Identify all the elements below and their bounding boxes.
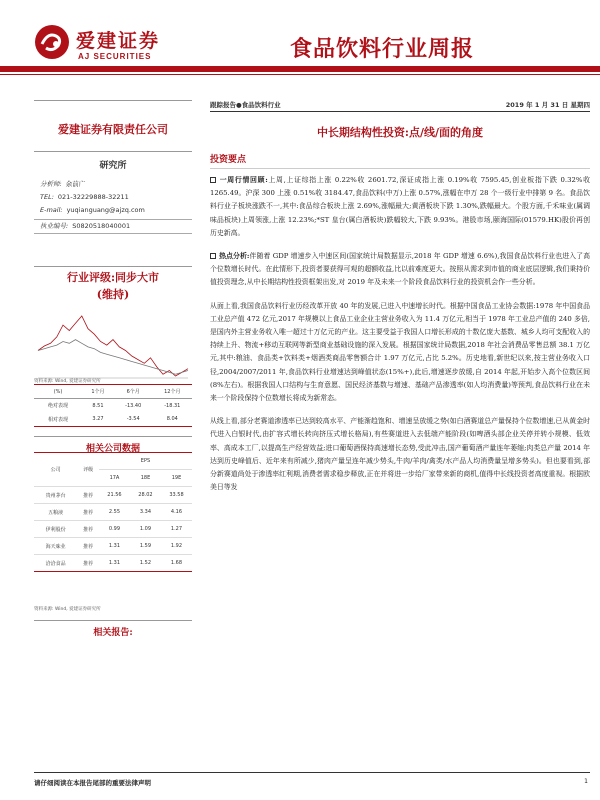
company-name: 爱建证券有限责任公司 (34, 100, 192, 152)
paragraph: 从线上看,部分老赛道渗透率已达到较高水平、产能渐趋饱和、增速呈放缓之势(如白酒赛道总产量保持个位数增速,已从黄金时代进入白银时代,由扩容式增长转向挤压式增长格局),有些赛道进入去低端产能阶段(如啤酒头部企业关停并转小规模、低效率、高成本工厂,以提高生产经营效益;进口葡萄酒保持高速增长态势,受此冲击,国产葡萄酒产量连年萎缩;肉类总产量 2014 年达到历史峰值后、近年来有所减少,猪肉产量呈连年减少势头,牛肉/羊肉/禽类/水产品人均消费量呈增多势头)。但也要看到,部分新赛道尚处于渗透率红利期,消费者需求稳步释放,正在并将进一步给厂家带来新的商机,值得中长线投资者高度重视。根据欧美日等发 (210, 417, 590, 492)
table-header: EPS (99, 453, 192, 470)
table-header: 18E (130, 470, 161, 487)
related-reports-title: 相关报告: (34, 620, 192, 638)
header-divider (0, 74, 600, 75)
table-cell: 五粮液 (34, 504, 77, 521)
department-name: 研究所 (99, 161, 127, 171)
table-cell: 1.27 (161, 521, 192, 538)
analyst-info (34, 178, 192, 234)
analyst-key: E-mail: (40, 206, 63, 214)
table-cell: 贵州茅台 (34, 487, 77, 504)
table-cell: 海天味业 (34, 538, 77, 555)
table-header: 12个月 (153, 385, 192, 399)
table-row (34, 538, 192, 555)
chart-source: 资料来源: Wind, 爱建证券研究所 (34, 379, 101, 384)
paragraph: 从面上看,我国食品饮料行业历经改革开放 40 年的发展,已进入中速增长时代。根据中国食品工业协会数据:1978 年中国食品工业总产值 472 亿元,2017 年规模以上食品工业企业主营业务收入为 11.4 万亿元,相当于 1978 年工业总产值的 240 多倍,是国内外主营业务收入唯一超过十万亿元的产业。这主要受益于我国人口增长形成的十数亿庞大基数、城乡人均可支配收入的持续上升、物流+移动互联网等新型商业基础设施的深入发展。根据国家统计局数据,2018 年社会消费品零售总额 38.1 万亿元,其中:粮油、食品类+饮料类+烟酒类商品零售额合计 1.97 万亿元,占比 5.2%。历史地看,新世纪以来,按主营业务收入口径,2004/2007/2011 年,食品饮料行业增速达到峰值状态(15%+),此后,增速逐步放缓,自 2014 年起,开始步入高个位数区间(8%左右)。根据我国人口结构与生育意愿、国民经济基数与增速、基础产品渗透率(如人均消费量)等预判,食品饮料行业在未来一个阶段保持个位数增长将成为新常态。 (210, 301, 590, 403)
table-cell: 1.68 (161, 555, 192, 572)
report-header (0, 0, 600, 80)
report-date: 2019 年 1 月 31 日 星期四 (505, 101, 590, 109)
table-cell: 0.99 (99, 521, 130, 538)
rating-line: (维持) (96, 288, 130, 301)
main-content (210, 100, 590, 740)
company-logo (34, 24, 234, 72)
table-cell: 绝对表现 (48, 403, 69, 410)
analyst-key: TEL: (40, 193, 54, 201)
sidebar (34, 100, 192, 740)
table-cell: 洽洽食品 (34, 555, 77, 572)
table-header: (%) (34, 385, 82, 399)
table-header: 1个月 (82, 385, 114, 399)
table-header: 评级 (77, 453, 99, 487)
analyst-key: 分析师: (40, 180, 62, 188)
table-cell: 8.51 (92, 402, 104, 409)
table-cell: 3.27 (82, 413, 114, 427)
table-cell: 1.31 (99, 555, 130, 572)
report-title: 食品饮料行业周报 (290, 36, 475, 62)
table-row (34, 555, 192, 572)
table-cell: 推荐 (77, 538, 99, 555)
analyst-key: 执业编号: (40, 222, 69, 230)
rating-line: 行业评级:同步大市 (66, 271, 160, 284)
analyst-value: 021-32229888-32211 (57, 193, 129, 201)
performance-table (34, 384, 192, 427)
table-cell: 3.34 (130, 504, 161, 521)
eps-table (34, 452, 192, 572)
logo-emblem-icon (34, 24, 70, 60)
footer-divider (34, 772, 590, 773)
index-chart-svg (34, 310, 192, 382)
paragraph-text: 上周,上证综指上涨 0.22%收 2601.72,深证成指上涨 0.19%收 7595.45,创业板指下跌 0.32%收 1265.49。沪深 300 上涨 0.51%收 3184.47,食品饮料(中万)上涨 0.57%,涨幅在申万 28 个一级行业中排第 9 名。食品饮料行业子板块涨跌不一,其中:食品综合板块上涨 2.69%,涨幅最大;黄酒板块下跌 1.30%,跌幅最大。个股方面,千禾味业(属调味品板块)上周领涨,上涨 12.23%;*ST 皇台(属白酒板块)跌幅较大,下跌 9.93%。港股市场,颐海国际(01579.HK)股价再创历史新高。 (210, 176, 590, 237)
table-row (34, 413, 192, 427)
industry-rating (34, 266, 192, 303)
page-footer (0, 772, 600, 800)
analyst-row (34, 219, 192, 234)
analyst-row (34, 204, 192, 217)
analyst-row (34, 178, 192, 191)
table-row (34, 504, 192, 521)
table-cell: -3.54 (114, 413, 153, 427)
table-cell: 1.31 (99, 538, 130, 555)
table-cell: 8.04 (153, 413, 192, 427)
table-row (34, 521, 192, 538)
table-cell: 推荐 (77, 487, 99, 504)
table-cell: 33.58 (161, 487, 192, 504)
table-cell: 推荐 (77, 504, 99, 521)
checkbox-bullet-icon (210, 177, 216, 183)
analyst-value: S0820518040001 (72, 222, 131, 230)
table-cell: 28.02 (130, 487, 161, 504)
table-cell: 1.92 (161, 538, 192, 555)
table-cell: 推荐 (77, 521, 99, 538)
report-category: 跟踪报告●食品饮料行业 (210, 101, 281, 109)
paragraph (210, 250, 590, 290)
table-header-row (34, 385, 192, 399)
paragraph-text: 伴随着 GDP 增速步入中速区间(国家统计局数据显示,2018 年 GDP 增速 6.6%),我国食品饮料行业也进入了高个位数增长时代。在此情形下,投资者要获得可观的超额收益,比以前难度更大。按照从需求到市值的商业底层逻辑,我们秉持价值投资理念,从中长期结构性投资框架出发,对 2019 年及未来一个阶段食品饮料行业的投资机会作一些分析。 (210, 252, 590, 287)
paragraph (210, 174, 590, 240)
table-cell: 1.59 (130, 538, 161, 555)
analyst-value: 余前广 (65, 180, 86, 188)
table-cell: 相对表现 (34, 413, 82, 427)
paragraph-label: 一周行情回顾: (219, 176, 268, 184)
chart-series-line (38, 340, 188, 375)
table-header: 6个月 (114, 385, 153, 399)
table-cell: 2.55 (99, 504, 130, 521)
article-title: 中长期结构性投资:点/线/面的角度 (316, 126, 484, 139)
article-body (210, 174, 590, 504)
checkbox-bullet-icon (210, 253, 216, 259)
analyst-email-link[interactable]: yuqianguang@ajzq.com (66, 206, 145, 214)
table-cell: 1.09 (130, 521, 161, 538)
table-header: 19E (161, 470, 192, 487)
table-cell: 21.56 (99, 487, 130, 504)
table-cell: -18.31 (164, 402, 181, 409)
table-cell: 4.16 (161, 504, 192, 521)
table-row (34, 399, 192, 413)
report-meta (210, 100, 590, 112)
page-number: 1 (584, 778, 588, 785)
legal-disclaimer: 请仔细阅读在本报告尾部的重要法律声明 (34, 779, 151, 787)
table-row (34, 487, 192, 504)
logo-text-en: AJ SECURITIES (78, 52, 152, 61)
table-cell: -13.40 (125, 402, 142, 409)
paragraph-label: 热点分析: (219, 252, 250, 261)
chart-series-line (38, 316, 188, 376)
table-header-row (34, 453, 192, 470)
table-cell: 推荐 (77, 555, 99, 572)
key-points-heading: 投资要点 (210, 152, 590, 169)
related-companies-title: 相关公司数据 (34, 436, 192, 454)
table-header: 公司 (34, 453, 77, 487)
table-cell: 1.52 (130, 555, 161, 572)
eps-source: 资料来源: Wind, 爱建证券研究所 (34, 607, 101, 612)
table-header: 17A (99, 470, 130, 487)
logo-text-cn: 爱建证券 (76, 30, 161, 52)
analyst-row (34, 191, 192, 204)
header-red-bar (0, 66, 600, 72)
table-cell: 伊利股份 (34, 521, 77, 538)
